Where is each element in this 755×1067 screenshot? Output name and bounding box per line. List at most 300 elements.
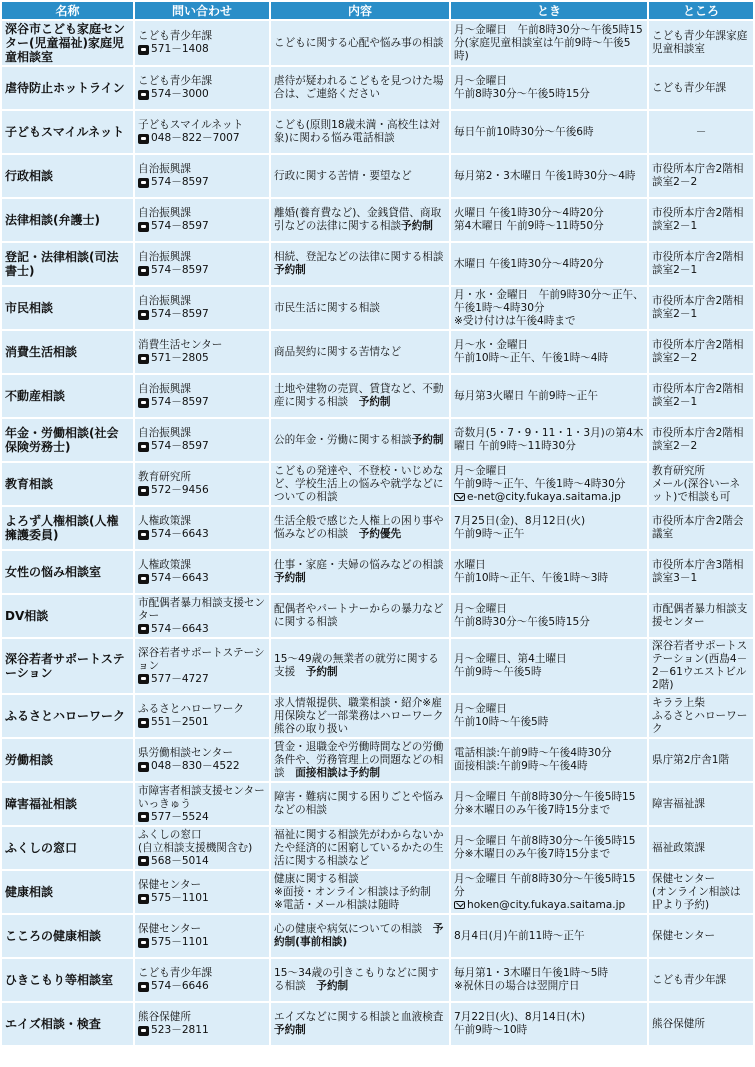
place-text: 市配偶者暴力相談支援センター (652, 603, 748, 628)
phone-number: 574－8597 (151, 308, 209, 320)
row-name (2, 959, 133, 1001)
row-content (271, 695, 449, 737)
time-text: 月～金曜日 午前8時30分～午後5時15分 (454, 872, 636, 898)
table-row (2, 375, 753, 417)
header-contact: 問い合わせ (135, 2, 269, 19)
row-time (451, 783, 647, 825)
content-note: 予約制 (401, 220, 433, 232)
contact-org: こども青少年課 (138, 75, 213, 87)
phone-number: 571－2805 (151, 352, 209, 364)
time-text: 月～金曜日 午前8時30分～午後5時15分※木曜日のみ午後7時15分まで (454, 835, 636, 860)
row-content (271, 959, 449, 1001)
row-place (649, 739, 753, 781)
phone-icon (138, 812, 149, 822)
contact-org: 教育研究所 (138, 471, 191, 483)
row-name (2, 783, 133, 825)
row-name-text: DV相談 (5, 609, 49, 623)
time-text: 月～金曜日 午前8時30分～午後5時15分 (454, 603, 590, 628)
contact-phone[interactable] (138, 220, 266, 233)
header-name: 名称 (2, 2, 133, 19)
contact-org: 人権政策課 (138, 559, 191, 571)
content-note: 予約制 (316, 980, 349, 992)
contact-org: 自治振興課 (138, 427, 191, 439)
row-content (271, 463, 449, 505)
row-name (2, 1003, 133, 1045)
row-name-text: 法律相談(弁護士) (5, 213, 100, 227)
phone-icon (138, 856, 149, 866)
row-name (2, 199, 133, 241)
row-name-text: 労働相談 (5, 753, 54, 767)
content-text: 離婚(養育費など)、金銭貸借、商取引などの法律に関する相談 (274, 207, 442, 232)
time-text: 月～金曜日 午前10時～午後5時 (454, 703, 549, 728)
row-time (451, 639, 647, 693)
row-content (271, 331, 449, 373)
row-time (451, 21, 647, 65)
table-row (2, 463, 753, 505)
time-text: 奇数月(5・7・9・11・1・3月)の第4木曜日 午前9時～11時30分 (454, 427, 644, 452)
row-content (271, 871, 449, 913)
row-place (649, 1003, 753, 1045)
email-line[interactable] (454, 491, 644, 504)
place-text: 市役所本庁舎2階相談室2－2 (652, 427, 744, 452)
row-name (2, 67, 133, 109)
table-row (2, 243, 753, 285)
mail-icon (454, 901, 465, 909)
row-place (649, 915, 753, 957)
row-place (649, 419, 753, 461)
row-contact (135, 375, 269, 417)
table-row (2, 739, 753, 781)
header-content: 内容 (271, 2, 449, 19)
row-name-text: ひきこもり等相談室 (5, 973, 114, 987)
row-name (2, 551, 133, 593)
phone-number: 568－5014 (151, 854, 209, 867)
time-text: 7月22日(火)、8月14日(木) 午前9時～10時 (454, 1011, 586, 1036)
content-text: 市民生活に関する相談 (274, 301, 380, 314)
row-name-text: 年金・労働相談(社会保険労務士) (5, 426, 119, 454)
table-row (2, 67, 753, 109)
phone-number: 574－8597 (151, 396, 209, 408)
place-text: 市役所本庁舎2階相談室2－2 (652, 163, 744, 188)
phone-number: 574－8597 (151, 220, 209, 232)
row-time (451, 463, 647, 505)
row-name (2, 827, 133, 869)
time-text: 月～金曜日 午前8時30分～午後5時15分※木曜日のみ午後7時15分まで (454, 791, 636, 816)
contact-phone[interactable] (138, 484, 266, 497)
phone-number: 577－4727 (151, 672, 209, 685)
content-text: 15～49歳の無業者の就労に関する支援 (274, 653, 439, 678)
time-text: 月～金曜日、第4土曜日 午前9時～午後5時 (454, 653, 567, 678)
row-contact (135, 639, 269, 693)
row-contact (135, 915, 269, 957)
row-time (451, 375, 647, 417)
row-contact (135, 695, 269, 737)
contact-phone[interactable] (138, 132, 266, 145)
row-name-text: 健康相談 (5, 885, 54, 899)
row-time (451, 1003, 647, 1045)
contact-org: 熊谷保健所 (138, 1011, 191, 1023)
place-text: 市役所本庁舎2階相談室2－1 (652, 251, 744, 276)
phone-number: 574－8597 (151, 264, 209, 276)
row-contact (135, 595, 269, 637)
row-name-text: 女性の悩み相談室 (5, 565, 102, 579)
table-row (2, 639, 753, 693)
row-contact (135, 155, 269, 197)
row-content (271, 375, 449, 417)
table-row (2, 695, 753, 737)
header-place: ところ (649, 2, 753, 19)
row-contact (135, 783, 269, 825)
row-content (271, 639, 449, 693)
row-content (271, 111, 449, 153)
contact-org: 子どもスマイルネット (138, 119, 244, 131)
content-text: こども(原則18歳未満・高校生は対象)に関わる悩み電話相談 (274, 119, 440, 144)
table-row (2, 915, 753, 957)
contact-phone[interactable] (138, 855, 266, 868)
contact-phone[interactable] (138, 43, 266, 56)
row-place (649, 783, 753, 825)
place-text: キララ上柴 ふるさとハローワーク (652, 696, 748, 735)
row-name-text: 虐待防止ホットライン (5, 81, 125, 95)
place-text: 福祉政策課 (652, 841, 705, 854)
row-place (649, 871, 753, 913)
header-row (2, 2, 753, 19)
row-name-text: 不動産相談 (5, 389, 66, 403)
row-content (271, 827, 449, 869)
phone-icon (138, 624, 149, 634)
row-content (271, 1003, 454, 1045)
row-contact (135, 551, 269, 593)
row-name-text: よろず人権相談(人権擁護委員) (5, 514, 119, 542)
contact-org: こども青少年課 (138, 30, 213, 42)
contact-phone[interactable] (138, 980, 266, 993)
row-contact (135, 739, 269, 781)
place-text: こども青少年課家庭児童相談室 (652, 30, 748, 55)
row-time (451, 419, 647, 461)
contact-phone[interactable] (138, 936, 266, 949)
place-text: 市役所本庁舎2階相談室2－1 (652, 207, 744, 232)
phone-number: 523－2811 (151, 1024, 209, 1036)
table-row (2, 507, 753, 549)
time-text: 毎月第3火曜日 午前9時～正午 (454, 389, 598, 402)
row-place (649, 959, 753, 1001)
row-name (2, 331, 133, 373)
phone-icon (138, 442, 149, 452)
row-name (2, 507, 133, 549)
row-place (649, 463, 753, 505)
row-name (2, 639, 133, 693)
table-row (2, 783, 753, 825)
contact-org: こども青少年課 (138, 967, 213, 979)
row-time (451, 199, 647, 241)
phone-number: 574－8597 (151, 176, 209, 188)
phone-number: 572－9456 (151, 484, 209, 496)
table-row (2, 827, 753, 869)
contact-phone[interactable] (138, 716, 266, 729)
row-name (2, 111, 133, 153)
row-time (451, 287, 647, 329)
phone-icon (138, 1026, 149, 1036)
email-line[interactable] (454, 899, 644, 912)
contact-phone[interactable] (138, 352, 266, 365)
contact-phone[interactable] (138, 528, 266, 541)
content-note: 予約制 (274, 1024, 306, 1036)
row-name (2, 739, 133, 781)
phone-number: 551－2501 (151, 716, 209, 728)
contact-org: 保健センター (138, 879, 202, 891)
contact-phone[interactable] (138, 673, 266, 686)
row-contact (135, 21, 269, 65)
row-place (649, 639, 753, 693)
row-place (649, 827, 753, 869)
contact-phone[interactable] (138, 88, 266, 101)
time-text: 月・水・金曜日 午前9時30分～正午、午後1時～4時30分 ※受け付けは午後4時まで (454, 288, 644, 327)
content-text: 15～34歳の引きこもりなどに関する相談 (274, 967, 439, 992)
contact-phone[interactable] (138, 572, 266, 585)
contact-org: 消費生活センター (138, 339, 223, 351)
contact-org: 市配偶者暴力相談支援センター (138, 596, 266, 622)
phone-icon (138, 178, 149, 188)
content-text: 求人情報提供、職業相談・紹介※雇用保険など一部業務はハローワーク熊谷の取り扱い (274, 696, 444, 735)
phone-number: 574－8597 (151, 440, 209, 452)
content-note: 予約制 (411, 433, 444, 446)
content-text: 福祉に関する相談先がわからないかたや経済的に困窮しているかたの生活に関する相談など (274, 828, 444, 867)
row-name-text: 子どもスマイルネット (5, 125, 125, 139)
content-text: 仕事・家庭・夫婦の悩みなどの相談 (274, 559, 455, 571)
contact-org: 保健センター (138, 923, 202, 935)
row-name (2, 375, 133, 417)
contact-org: ふくしの窓口 (自立相談支援機関含む) (138, 828, 253, 854)
row-name-text: 市民相談 (5, 301, 54, 315)
place-text: 教育研究所 メール(深谷いーネット)で相談も可 (652, 464, 741, 503)
contact-org: 自治振興課 (138, 383, 191, 395)
row-place (649, 507, 753, 549)
phone-icon (138, 674, 149, 684)
phone-icon (138, 45, 149, 55)
contact-phone[interactable] (138, 1024, 266, 1037)
row-time (451, 111, 647, 153)
mail-icon (454, 493, 465, 501)
phone-number: 574－6643 (151, 528, 209, 540)
time-text: 7月25日(金)、8月12日(火) 午前9時～正午 (454, 515, 586, 540)
contact-org: 自治振興課 (138, 163, 191, 175)
contact-phone[interactable] (138, 396, 266, 409)
phone-icon (138, 222, 149, 232)
row-content (271, 551, 455, 593)
contact-org: 人権政策課 (138, 515, 191, 527)
row-contact (135, 199, 269, 241)
row-time (451, 871, 647, 913)
row-content (271, 21, 449, 65)
content-text: 生活全般で感じた人権上の困り事や悩みなどの相談 (274, 515, 444, 540)
content-text: 相続、登記などの法律に関する相談 (274, 251, 455, 263)
contact-phone[interactable] (138, 760, 266, 773)
row-place (649, 199, 753, 241)
row-place (649, 331, 753, 373)
row-place (649, 67, 753, 109)
row-place (649, 243, 753, 285)
content-text: 公的年金・労働に関する相談 (274, 433, 412, 446)
contact-phone[interactable] (138, 623, 266, 636)
content-text: こどもの発達や、不登校・いじめなど、学校生活上の悩みや就学などについての相談 (274, 464, 444, 503)
row-name-text: 深谷若者サポートステーション (5, 652, 125, 680)
place-text: 市役所本庁舎2階相談室2－1 (652, 295, 744, 320)
table-row (2, 1003, 753, 1045)
row-contact (135, 67, 269, 109)
time-text: 月～金曜日 午前8時30分～午後5時15分 (454, 75, 590, 100)
row-name-text: 消費生活相談 (5, 345, 78, 359)
table-row (2, 595, 753, 637)
row-time (451, 155, 647, 197)
row-contact (135, 331, 269, 373)
row-time (451, 915, 647, 957)
phone-icon (138, 762, 149, 772)
phone-icon (138, 310, 149, 320)
row-content (271, 783, 449, 825)
phone-icon (138, 718, 149, 728)
phone-icon (138, 486, 149, 496)
row-content (271, 419, 449, 461)
table-row (2, 111, 753, 153)
table-row (2, 871, 753, 913)
row-time (451, 67, 647, 109)
phone-number: 577－5524 (151, 810, 209, 823)
email-address: e-net@city.fukaya.saitama.jp (467, 490, 621, 503)
time-text: 木曜日 午後1時30分～4時20分 (454, 257, 604, 270)
content-note: 予約制 (274, 572, 306, 584)
row-name (2, 463, 133, 505)
contact-phone[interactable] (138, 892, 266, 905)
content-text: 商品契約に関する苦情など (274, 345, 402, 358)
phone-icon (138, 530, 149, 540)
content-note: 予約優先 (358, 528, 402, 540)
row-name-text: 行政相談 (5, 169, 54, 183)
row-content (271, 155, 449, 197)
place-text: こども青少年課 (652, 973, 727, 986)
row-content (271, 915, 449, 957)
contact-org: 自治振興課 (138, 251, 191, 263)
place-text: 市役所本庁舎2階相談室2－1 (652, 383, 744, 408)
contact-org: 市障害者相談支援センターいっきゅう (138, 784, 265, 810)
place-text: 障害福祉課 (652, 797, 705, 810)
phone-number: 575－1101 (151, 936, 209, 948)
content-note: 予約制 (274, 264, 306, 276)
row-content (271, 507, 449, 549)
time-text: 月～金曜日 午前9時～正午、午後1時～4時30分 (454, 464, 626, 490)
row-time (451, 595, 647, 637)
phone-icon (138, 574, 149, 584)
time-text: 毎月第1・3木曜日午後1時～5時 ※祝休日の場合は翌開庁日 (454, 967, 609, 992)
content-text: 土地や建物の売買、賃貸など、不動産に関する相談 (274, 383, 444, 408)
row-contact (135, 827, 269, 869)
row-content (271, 739, 449, 781)
contact-org: 自治振興課 (138, 295, 191, 307)
row-place (649, 595, 753, 637)
place-text: こども青少年課 (652, 81, 727, 94)
content-text: 虐待が疑われるこどもを見つけた場合は、ご連絡ください (274, 75, 444, 100)
table-row (2, 959, 753, 1001)
row-name-text: エイズ相談・検査 (5, 1017, 101, 1031)
time-text: 水曜日 午前10時～正午、午後1時～3時 (454, 559, 609, 584)
content-text: 賃金・退職金や労働時間などの労働条件や、労務管理上の問題などの相談 (274, 740, 444, 779)
row-time (451, 959, 647, 1001)
row-name (2, 243, 133, 285)
phone-icon (138, 894, 149, 904)
time-text: 毎月第2・3木曜日 午後1時30分～4時 (454, 169, 636, 182)
row-content (271, 287, 449, 329)
time-text: 電話相談:午前9時～午後4時30分 面接相談:午前9時～午後4時 (454, 747, 612, 772)
place-text: 保健センター (オンライン相談は㏋より予約) (652, 872, 741, 911)
row-contact (135, 111, 269, 153)
contact-phone[interactable] (138, 308, 266, 321)
table-row (2, 551, 753, 593)
phone-number: 048－830－4522 (151, 760, 240, 772)
contact-phone[interactable] (138, 176, 266, 189)
row-time (451, 827, 647, 869)
contact-org: 深谷若者サポートステーション (138, 646, 265, 672)
row-name (2, 915, 133, 957)
row-content (271, 243, 455, 285)
place-text: 保健センター (652, 929, 716, 942)
contact-org: ふるさとハローワーク (138, 703, 244, 715)
place-text: － (695, 125, 707, 138)
row-name (2, 287, 133, 329)
row-name (2, 595, 133, 637)
row-contact (135, 287, 269, 329)
phone-icon (138, 134, 149, 144)
content-note: 予約制 (305, 666, 338, 678)
table-row (2, 331, 753, 373)
row-place (649, 21, 753, 65)
row-time (451, 331, 647, 373)
contact-phone[interactable] (138, 440, 266, 453)
phone-number: 571－1408 (151, 43, 209, 55)
contact-phone[interactable] (138, 811, 266, 824)
time-text: 8月4日(月)午前11時～正午 (454, 929, 585, 942)
phone-number: 575－1101 (151, 892, 209, 904)
place-text: 市役所本庁舎2階会議室 (652, 515, 744, 540)
contact-org: 県労働相談センター (138, 747, 233, 759)
contact-phone[interactable] (138, 264, 266, 277)
row-contact (135, 1003, 269, 1045)
place-text: 市役所本庁舎3階相談室3－1 (652, 559, 744, 584)
row-place (649, 375, 753, 417)
phone-number: 048－822－7007 (151, 132, 240, 144)
row-name-text: 登記・法律相談(司法書士) (5, 250, 119, 278)
content-text: 行政に関する苦情・要望など (274, 169, 412, 182)
row-time (451, 507, 647, 549)
row-contact (135, 507, 269, 549)
phone-number: 574－6643 (151, 622, 209, 635)
row-name (2, 695, 133, 737)
row-time (451, 739, 647, 781)
row-name (2, 871, 133, 913)
content-note: 予約制 (358, 396, 391, 408)
row-name-text: ふくしの窓口 (5, 841, 78, 855)
time-text: 月～金曜日 午前8時30分～午後5時15分(家庭児童相談室は午前9時～午後5時) (454, 23, 643, 62)
row-contact (135, 243, 269, 285)
row-name (2, 155, 133, 197)
row-name-text: 教育相談 (5, 477, 54, 491)
row-contact (135, 463, 269, 505)
row-time (451, 551, 647, 593)
row-content (271, 67, 449, 109)
table-row (2, 21, 753, 65)
row-time (451, 243, 647, 285)
content-text: エイズなどに関する相談と血液検査 (274, 1011, 454, 1023)
row-place (649, 111, 753, 153)
row-place (649, 155, 753, 197)
